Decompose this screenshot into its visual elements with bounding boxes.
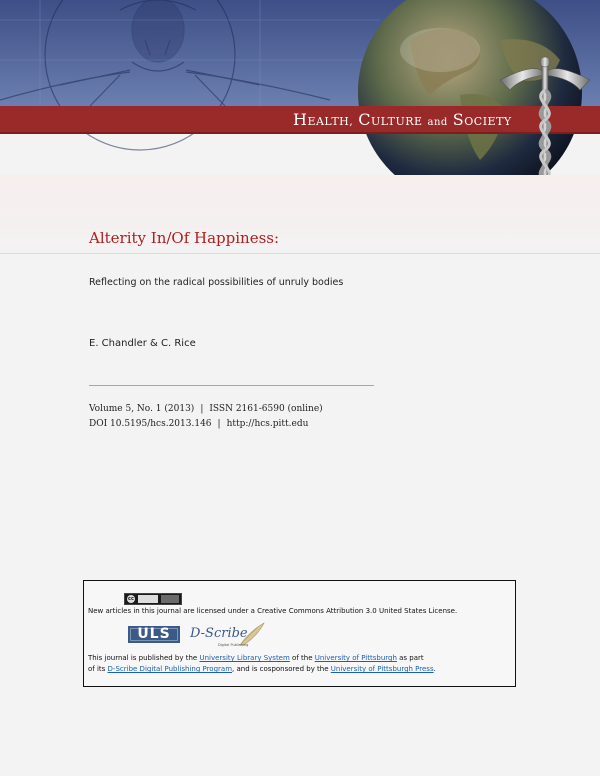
separator: | — [200, 404, 204, 414]
article-subtitle: Reflecting on the radical possibilities of unruly bodies — [89, 277, 344, 288]
by-icon — [138, 595, 158, 603]
link-dscribe-program[interactable]: D-Scribe Digital Publishing Program — [107, 665, 233, 673]
journal-url-link[interactable]: http://hcs.pitt.edu — [226, 419, 309, 429]
pub-text: This journal is published by the — [88, 654, 200, 662]
link-university-library-system[interactable]: University Library System — [199, 654, 290, 662]
license-box — [83, 580, 516, 687]
volume-info: Volume 5, No. 1 (2013) — [89, 404, 195, 414]
pub-text: . — [433, 665, 436, 673]
separator-rule — [89, 385, 374, 386]
pub-text: as part — [396, 654, 424, 662]
article-title: Alterity In/Of Happiness: — [89, 229, 280, 247]
uls-logo[interactable]: ULS — [128, 626, 180, 643]
article-authors: E. Chandler & C. Rice — [89, 338, 196, 349]
publisher-line-2 — [88, 665, 436, 673]
dscribe-logo-text: D-Scribe — [190, 626, 248, 641]
journal-name: HEALTH, CULTURE and SOCIETY — [293, 110, 512, 129]
pub-text: of its — [88, 665, 108, 673]
pub-text: , and is cosponsored by the — [232, 665, 331, 673]
license-text: New articles in this journal are licensed under a Creative Commons Attribution 3.0 United States License. — [88, 607, 458, 615]
pub-text: of the — [289, 654, 315, 662]
doi-info: DOI 10.5195/hcs.2013.146 — [89, 419, 212, 429]
link-pitt-press[interactable]: University of Pittsburgh Press — [330, 665, 434, 673]
doi-line — [89, 419, 308, 429]
link-university-of-pittsburgh[interactable]: University of Pittsburgh — [314, 654, 397, 662]
publisher-line-1 — [88, 654, 424, 662]
volume-line — [89, 404, 323, 414]
dscribe-tagline: Digital Publishing — [218, 643, 249, 647]
dscribe-logo[interactable] — [188, 621, 266, 649]
separator: | — [217, 419, 221, 429]
badge-segment — [161, 595, 179, 603]
cc-license-badge[interactable] — [124, 593, 182, 605]
issn-info: ISSN 2161-6590 (online) — [209, 404, 323, 414]
divider — [0, 253, 600, 254]
cc-icon: cc — [128, 596, 134, 602]
